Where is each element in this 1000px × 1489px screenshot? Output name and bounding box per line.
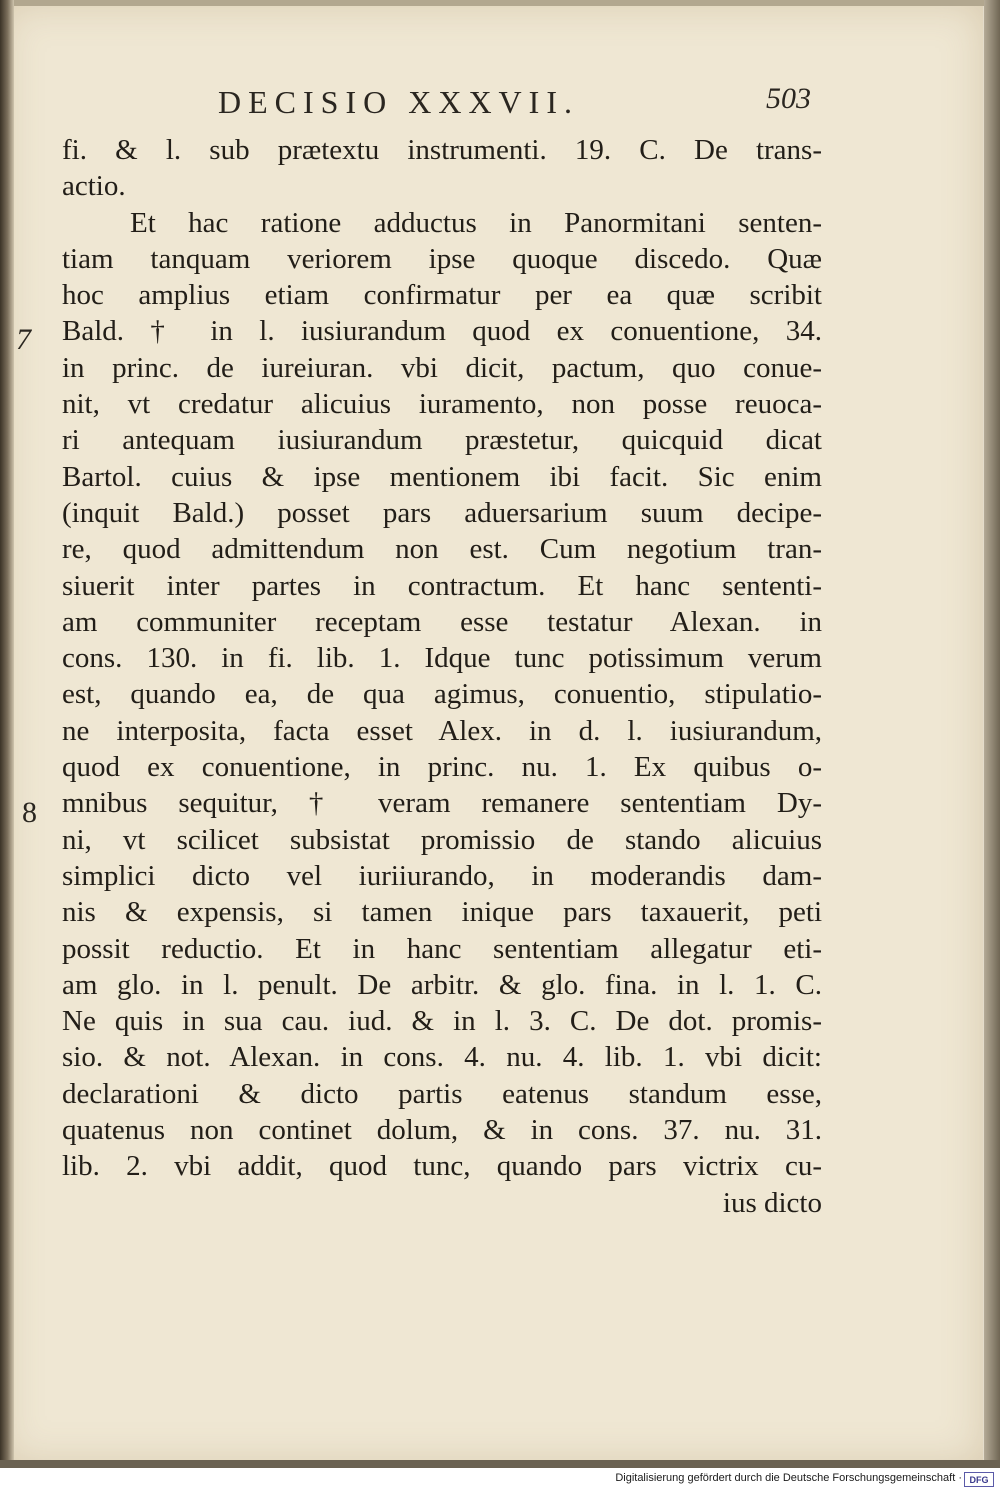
text-line: in princ. de iureiuran. vbi dicit, pactum, quo conue- xyxy=(62,351,822,384)
text-line: actio. xyxy=(62,170,126,203)
page-left-edge xyxy=(0,0,14,1468)
text-line: am communiter receptam esse testatur Alexan. in xyxy=(62,605,822,638)
margin-note-7: 7 xyxy=(16,323,31,356)
text-line: ne interposita, facta esset Alex. in d. l. iusiurandum, xyxy=(62,714,822,747)
page-right-edge xyxy=(984,0,1000,1468)
page-bottom-edge xyxy=(0,1460,1000,1468)
dfg-logo: DFG xyxy=(964,1472,994,1487)
text-line: nit, vt credatur alicuius iuramento, non posse reuoca- xyxy=(62,388,822,421)
text-line: siuerit inter partes in contractum. Et hanc sententi- xyxy=(62,569,822,602)
text-line: nis & expensis, si tamen inique pars taxauerit, peti xyxy=(62,896,822,929)
text-line: possit reductio. Et in hanc sententiam allegatur eti- xyxy=(62,932,822,965)
text-line: mnibus sequitur, † veram remanere sententiam Dy- xyxy=(62,787,822,820)
text-line: am glo. in l. penult. De arbitr. & glo. fina. in l. 1. C. xyxy=(62,968,822,1001)
body-text xyxy=(62,132,822,1221)
text-line: est, quando ea, de qua agimus, conuentio, stipulatio- xyxy=(62,678,822,711)
page-top-edge xyxy=(0,0,1000,6)
text-line: fi. & l. sub prætextu instrumenti. 19. C. De trans- xyxy=(62,134,822,166)
text-line: Bartol. cuius & ipse mentionem ibi facit. Sic enim xyxy=(62,460,822,493)
text-line: hoc amplius etiam confirmatur per ea quæ scribit xyxy=(62,279,822,312)
text-line: sio. & not. Alexan. in cons. 4. nu. 4. lib. 1. vbi dicit: xyxy=(62,1041,822,1074)
text-line: re, quod admittendum non est. Cum negotium tran- xyxy=(62,533,822,566)
text-line: quatenus non continet dolum, & in cons. 37. nu. 31. xyxy=(62,1114,822,1147)
text-line: declarationi & dicto partis eatenus standum esse, xyxy=(62,1077,822,1110)
text-line: (inquit Bald.) posset pars aduersarium suum decipe- xyxy=(62,496,822,529)
text-line: Et hac ratione adductus in Panormitani senten- xyxy=(130,206,822,239)
text-line: Bald. † in l. iusiurandum quod ex conuentione, 34. xyxy=(62,315,822,348)
page-number: 503 xyxy=(766,82,811,115)
text-line: cons. 130. in fi. lib. 1. Idque tunc potissimum verum xyxy=(62,642,822,675)
text-line: Ne quis in sua cau. iud. & in l. 3. C. De dot. promis- xyxy=(62,1005,822,1038)
text-line: tiam tanquam veriorem ipse quoque discedo. Quæ xyxy=(62,242,822,275)
text-line: simplici dicto vel iuriiurando, in moderandis dam- xyxy=(62,859,822,892)
text-line: ni, vt scilicet subsistat promissio de stando alicuius xyxy=(62,823,822,856)
funding-credit: Digitalisierung gefördert durch die Deutsche Forschungsgemeinschaft · xyxy=(615,1472,962,1484)
text-line: ri antequam iusiurandum præstetur, quicquid dicat xyxy=(62,424,822,457)
margin-note-8: 8 xyxy=(22,796,37,829)
footer-bar xyxy=(0,1468,1000,1489)
text-line: lib. 2. vbi addit, quod tunc, quando pars victrix cu- xyxy=(62,1150,822,1183)
running-title: DECISIO XXXVII. xyxy=(218,84,579,120)
text-line: quod ex conuentione, in princ. nu. 1. Ex quibus o- xyxy=(62,751,822,784)
catchword: ius dicto xyxy=(722,1186,822,1219)
